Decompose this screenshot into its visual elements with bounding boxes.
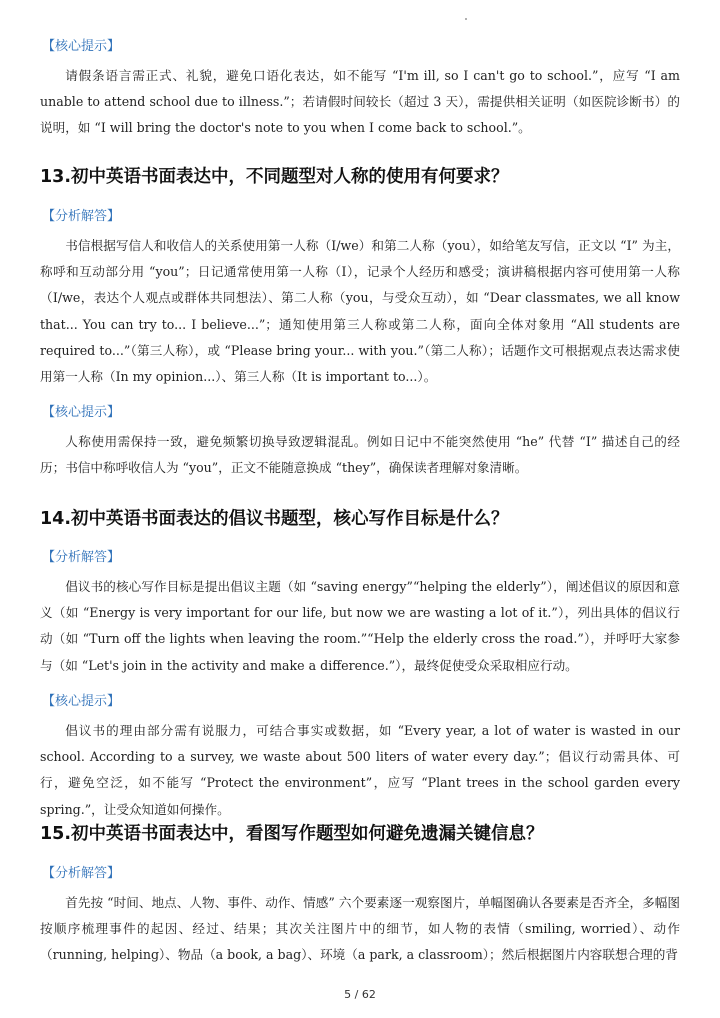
analysis-text-13: 书信根据写信人和收信人的关系使用第一人称（I/we）和第二人称（you），如给笔友写信，正文以 “I” 为主，称呼和互动部分用 “you”；日记通常使用第一人称（I），记录个人经历和感受；演讲稿根据内容可使用第一人称（I/we，表达个人观点或群体共同想法）、第二人称（you，与受众互动），如 “Dear classmates, we all know that... You can try to... I believe...”；通知使用第三人称或第二人称，面向全体对象用 “All students are required to...”（第三人称），或 “Please bring your... with you.”（第二人称）；话题作文可根据观点表达需求使用第一人称（In my opinion...）、第三人称（It is important to...）。 bbox=[40, 238, 680, 385]
analysis-label-13: 【分析解答】 bbox=[42, 209, 121, 224]
question-14-heading: 14.初中英语书面表达的倡议书题型，核心写作目标是什么？ bbox=[40, 509, 509, 529]
question-13-heading: 13.初中英语书面表达中，不同题型对人称的使用有何要求？ bbox=[40, 167, 509, 187]
core-tip-label-14: 【核心提示】 bbox=[42, 694, 121, 709]
analysis-text-15: 首先按 “时间、地点、人物、事件、动作、情感” 六个要素逐一观察图片，单幅图确认各要素是否齐全，多幅图按顺序梳理事件的起因、经过、结果；其次关注图片中的细节，如人物的表情（smiling, worried）、动作（running, helping）、物品（a book, a bag）、环境（a park, a classroom）；然后根据图片内容联想合理的背 bbox=[40, 895, 680, 963]
core-tip-label-12: 【核心提示】 bbox=[42, 39, 121, 54]
question-15-heading: 15.初中英语书面表达中，看图写作题型如何避免遗漏关键信息？ bbox=[40, 824, 544, 844]
analysis-label-14: 【分析解答】 bbox=[42, 550, 121, 565]
core-tip-text-12: 请假条语言需正式、礼貌，避免口语化表达，如不能写 “I'm ill, so I can't go to school.”，应写 “I am unable to attend school due to illness.”；若请假时间较长（超过 3 天），需提供相关证明（如医院诊断书）的说明，如 “I will bring the doctor's note to you when I come back to school.”。 bbox=[40, 68, 680, 136]
scan-dot-mark bbox=[465, 18, 467, 20]
core-tip-label-13: 【核心提示】 bbox=[42, 405, 121, 420]
core-tip-text-13: 人称使用需保持一致，避免频繁切换导致逻辑混乱。例如日记中不能突然使用 “he” 代替 “I” 描述自己的经历；书信中称呼收信人为 “you”，正文不能随意换成 “they”，确保读者理解对象清晰。 bbox=[40, 434, 680, 476]
analysis-text-14: 倡议书的核心写作目标是提出倡议主题（如 “saving energy”“helping the elderly”），阐述倡议的原因和意义（如 “Energy is very important for our life, but now we are wasting a lot of it.”），列出具体的倡议行动（如 “Turn off the lights when leaving the room.”“Help the elderly cross the road.”），并呼吁大家参与（如 “Let's join in the activity and make a difference.”），最终促使受众采取相应行动。 bbox=[40, 579, 680, 673]
page-number: 5 / 62 bbox=[344, 988, 376, 1001]
core-tip-text-14: 倡议书的理由部分需有说服力，可结合事实或数据，如 “Every year, a lot of water is wasted in our school. According to a survey, we waste about 500 liters of water every day.”；倡议行动需具体、可行，避免空泛，如不能写 “Protect the environment”，应写 “Plant trees in the school garden every spring.”，让受众知道如何操作。 bbox=[40, 723, 680, 817]
analysis-label-15: 【分析解答】 bbox=[42, 866, 121, 881]
